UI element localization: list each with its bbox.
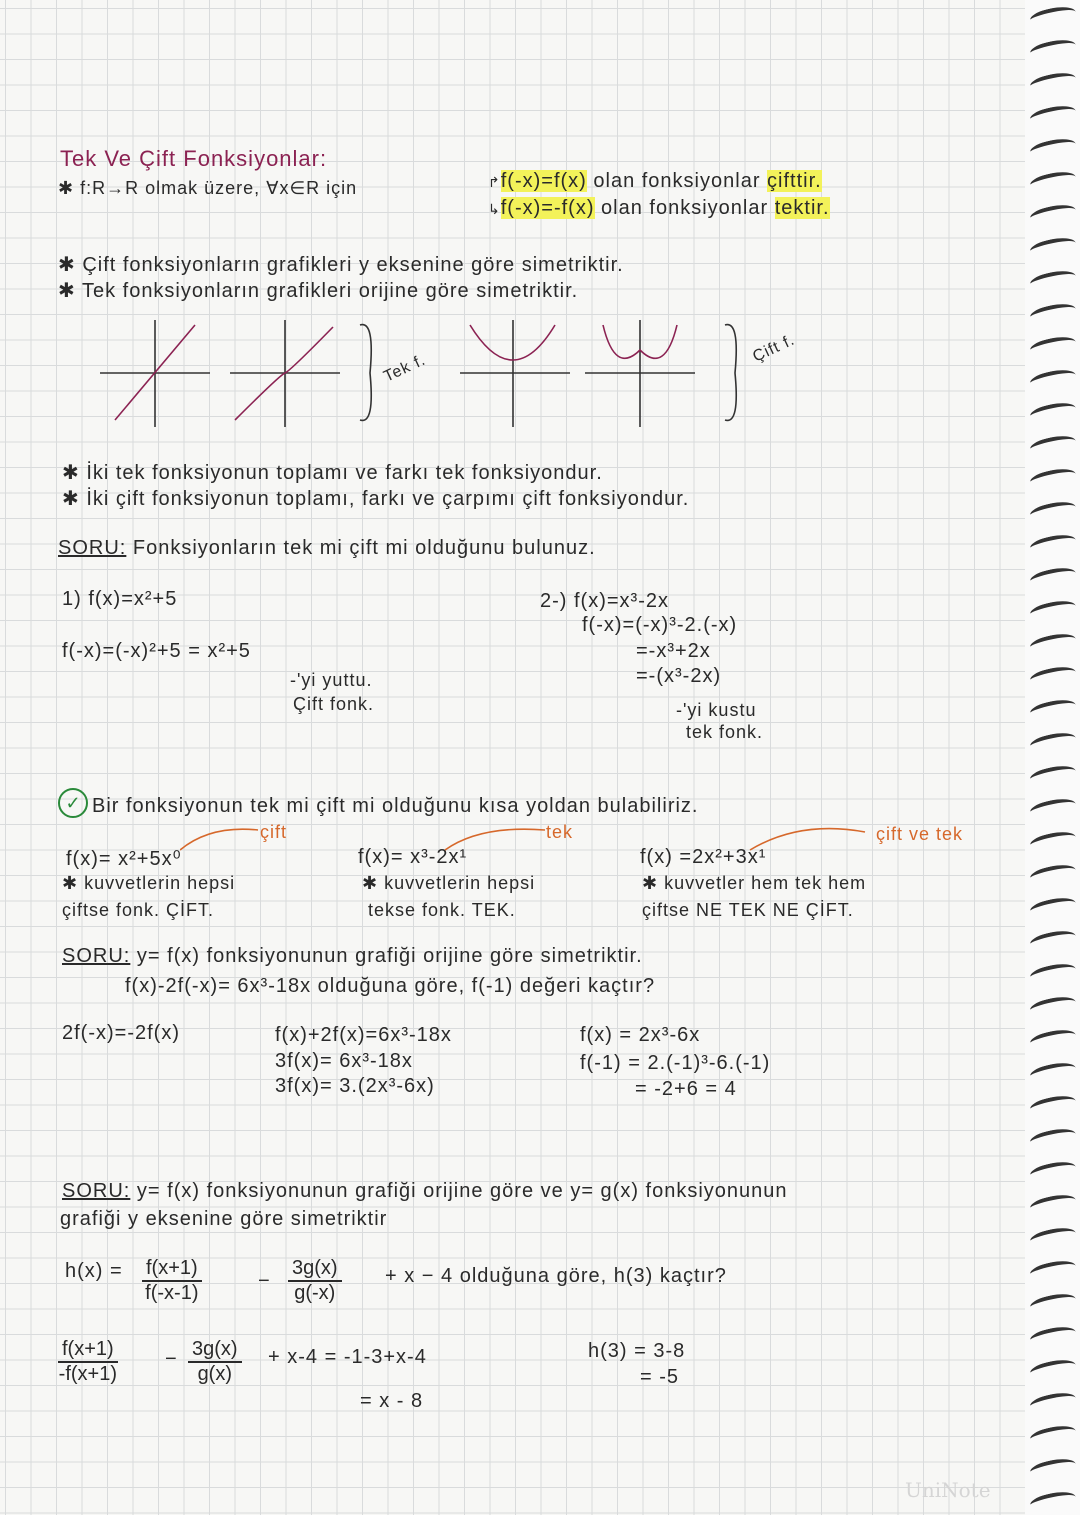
- spiral-ring: [1029, 1356, 1078, 1383]
- spiral-ring: [1029, 1026, 1078, 1053]
- spiral-ring: [1029, 1389, 1078, 1416]
- question-text: Fonksiyonların tek mi çift mi olduğunu bulunuz.: [126, 537, 596, 559]
- spiral-ring: [1029, 1059, 1078, 1086]
- check-icon: ✓: [58, 788, 88, 818]
- spiral-ring: [1029, 36, 1078, 63]
- denominator: g(x): [197, 1363, 233, 1385]
- q1b-line: -'yi kustu: [676, 700, 757, 720]
- q1b-line: =-(x³-2x): [636, 665, 722, 687]
- column-tag: çift ve tek: [876, 824, 964, 844]
- column-note: ✱ kuvvetlerin hepsi: [362, 873, 536, 893]
- spiral-ring: [1029, 1125, 1078, 1152]
- spiral-ring: [1029, 861, 1078, 888]
- odd-text: olan fonksiyonlar: [594, 197, 775, 219]
- spiral-ring: [1029, 663, 1078, 690]
- even-definition: ↱f(-x)=f(x) olan fonksiyonlar çifttir.: [488, 170, 822, 192]
- spiral-ring: [1029, 630, 1078, 657]
- spiral-ring: [1029, 597, 1078, 624]
- odd-equation: f(-x)=-f(x): [500, 197, 595, 219]
- numerator: 3g(x): [188, 1338, 242, 1363]
- q2-work-line: f(x) = 2x³-6x: [580, 1024, 701, 1046]
- spiral-ring: [1029, 366, 1078, 393]
- q2-work-line: 3f(x)= 6x³-18x: [275, 1050, 413, 1072]
- odd-symmetry-note: ✱ Tek fonksiyonların grafikleri orijine göre simetriktir.: [58, 280, 579, 302]
- fraction-2: [288, 1257, 342, 1305]
- spiral-ring: [1029, 432, 1078, 459]
- column-note: ✱ kuvvetler hem tek hem: [642, 873, 867, 893]
- spiral-ring: [1029, 1257, 1078, 1284]
- spiral-ring: [1029, 498, 1078, 525]
- numerator: f(x+1): [58, 1338, 118, 1363]
- spiral-ring: [1029, 927, 1078, 954]
- spiral-ring: [1029, 762, 1078, 789]
- odd-word: tektir.: [774, 197, 830, 219]
- column-formula: f(x) =2x²+3x¹: [640, 846, 767, 868]
- q1a-line: f(-x)=(-x)²+5 = x²+5: [62, 640, 251, 662]
- question-2-line2: f(x)-2f(-x)= 6x³-18x olduğuna göre, f(-1) değeri kaçtır?: [125, 975, 656, 997]
- spiral-ring: [1029, 102, 1078, 129]
- q1a-line: 1) f(x)=x²+5: [62, 588, 178, 610]
- odd-graph-label: Tek f.: [381, 351, 429, 386]
- spiral-ring: [1029, 531, 1078, 558]
- odd-brace: [360, 325, 371, 421]
- q2-work-line: f(-1) = 2.(-1)³-6.(-1): [580, 1052, 771, 1074]
- numerator: f(x+1): [142, 1257, 202, 1282]
- denominator: -f(x+1): [58, 1363, 118, 1385]
- q2-work-line: 2f(-x)=-2f(x): [62, 1022, 180, 1044]
- spiral-ring: [1029, 1092, 1078, 1119]
- function-graphs: [95, 315, 835, 435]
- spiral-ring: [1029, 993, 1078, 1020]
- rule-odd: ✱ İki tek fonksiyonun toplamı ve farkı tek fonksiyondur.: [62, 462, 603, 484]
- fraction-1: [142, 1257, 202, 1305]
- spiral-binding: [1025, 0, 1080, 1515]
- spiral-ring: [1029, 1422, 1078, 1449]
- q1b-line: 2-) f(x)=x³-2x: [540, 590, 669, 612]
- even-brace: [725, 325, 736, 421]
- spiral-ring: [1029, 960, 1078, 987]
- h-rest: + x − 4 olduğuna göre, h(3) kaçtır?: [385, 1265, 727, 1287]
- spiral-ring: [1029, 564, 1078, 591]
- q1b-line: f(-x)=(-x)³-2.(-x): [582, 614, 738, 636]
- h3-result: = -5: [640, 1366, 680, 1388]
- solution-fraction-1: [58, 1338, 118, 1386]
- definition-intro: ✱ f:R→R olmak üzere, ∀x∈R için: [58, 178, 358, 198]
- even-equation: f(-x)=f(x): [500, 170, 587, 192]
- q2-work-line: f(x)+2f(x)=6x³-18x: [275, 1024, 452, 1046]
- column-note: çiftse fonk. ÇİFT.: [62, 900, 215, 920]
- numerator: 3g(x): [288, 1257, 342, 1282]
- column-note: ✱ kuvvetlerin hepsi: [62, 873, 236, 893]
- spiral-ring: [1029, 300, 1078, 327]
- question-label: SORU:: [62, 1180, 131, 1202]
- even-graph-label: Çift f.: [750, 331, 798, 366]
- h-lhs: h(x) =: [65, 1260, 123, 1282]
- question-text: y= f(x) fonksiyonunun grafiği orijine göre simetriktir.: [130, 945, 643, 967]
- spiral-ring: [1029, 1290, 1078, 1317]
- minus-sign: −: [258, 1270, 271, 1292]
- column-tag: çift: [260, 822, 288, 842]
- spiral-ring: [1029, 696, 1078, 723]
- odd-graph-cubic: [230, 320, 340, 427]
- even-word: çifttir.: [767, 170, 822, 192]
- spiral-ring: [1029, 1158, 1078, 1185]
- spiral-ring: [1029, 465, 1078, 492]
- watermark: UniNote: [905, 1478, 991, 1502]
- even-graph-2: [585, 320, 695, 427]
- spiral-ring: [1029, 234, 1078, 261]
- spiral-ring: [1029, 1488, 1078, 1515]
- spiral-ring: [1029, 201, 1078, 228]
- spiral-ring: [1029, 828, 1078, 855]
- question-3-line2: grafiği y eksenine göre simetriktir: [60, 1208, 388, 1230]
- solution-result: = x - 8: [360, 1390, 424, 1412]
- denominator: g(-x): [294, 1282, 336, 1304]
- q1b-line: =-x³+2x: [636, 640, 711, 662]
- solution-rest: + x-4 = -1-3+x-4: [268, 1346, 427, 1368]
- question-text: y= f(x) fonksiyonunun grafiği orijine göre ve y= g(x) fonksiyonunun: [130, 1180, 788, 1202]
- odd-definition: ↳f(-x)=-f(x) olan fonksiyonlar tektir.: [488, 197, 830, 219]
- minus-sign: −: [165, 1348, 178, 1370]
- q2-work-line: 3f(x)= 3.(2x³-6x): [275, 1075, 435, 1097]
- column-formula: f(x)= x²+5x⁰: [66, 848, 182, 870]
- column-tag: tek: [546, 822, 574, 842]
- orange-arrows: [180, 820, 880, 860]
- q2-work-line: = -2+6 = 4: [635, 1078, 737, 1100]
- spiral-ring: [1029, 894, 1078, 921]
- even-text: olan fonksiyonlar: [586, 170, 768, 192]
- shortcut-heading: Bir fonksiyonun tek mi çift mi olduğunu kısa yoldan bulabiliriz.: [92, 795, 699, 817]
- question-2: [62, 945, 643, 968]
- spiral-ring: [1029, 729, 1078, 756]
- spiral-ring: [1029, 135, 1078, 162]
- question-1: [58, 537, 596, 560]
- spiral-ring: [1029, 1191, 1078, 1218]
- question-label: SORU:: [58, 537, 127, 559]
- page-title: Tek Ve Çift Fonksiyonlar:: [60, 146, 328, 171]
- spiral-ring: [1029, 69, 1078, 96]
- odd-graph-linear: [100, 320, 210, 427]
- q1b-line: tek fonk.: [686, 722, 764, 742]
- solution-fraction-2: [188, 1338, 242, 1386]
- h3-line: h(3) = 3-8: [588, 1340, 686, 1362]
- q1a-line: Çift fonk.: [293, 694, 375, 714]
- column-note: tekse fonk. TEK.: [368, 900, 516, 920]
- rule-even: ✱ İki çift fonksiyonun toplamı, farkı ve çarpımı çift fonksiyondur.: [62, 488, 690, 510]
- spiral-ring: [1029, 3, 1078, 30]
- column-formula: f(x)= x³-2x¹: [358, 846, 468, 868]
- spiral-ring: [1029, 795, 1078, 822]
- question-label: SORU:: [62, 945, 131, 967]
- spiral-ring: [1029, 168, 1078, 195]
- spiral-ring: [1029, 1323, 1078, 1350]
- spiral-ring: [1029, 1224, 1078, 1251]
- spiral-ring: [1029, 267, 1078, 294]
- spiral-ring: [1029, 1455, 1078, 1482]
- even-graph-1: [460, 320, 570, 427]
- q1a-line: -'yi yuttu.: [290, 670, 373, 690]
- spiral-ring: [1029, 399, 1078, 426]
- spiral-ring: [1029, 333, 1078, 360]
- column-note: çiftse NE TEK NE ÇİFT.: [642, 900, 854, 920]
- denominator: f(-x-1): [145, 1282, 199, 1304]
- even-symmetry-note: ✱ Çift fonksiyonların grafikleri y eksenine göre simetriktir.: [58, 254, 624, 276]
- question-3: [62, 1180, 788, 1203]
